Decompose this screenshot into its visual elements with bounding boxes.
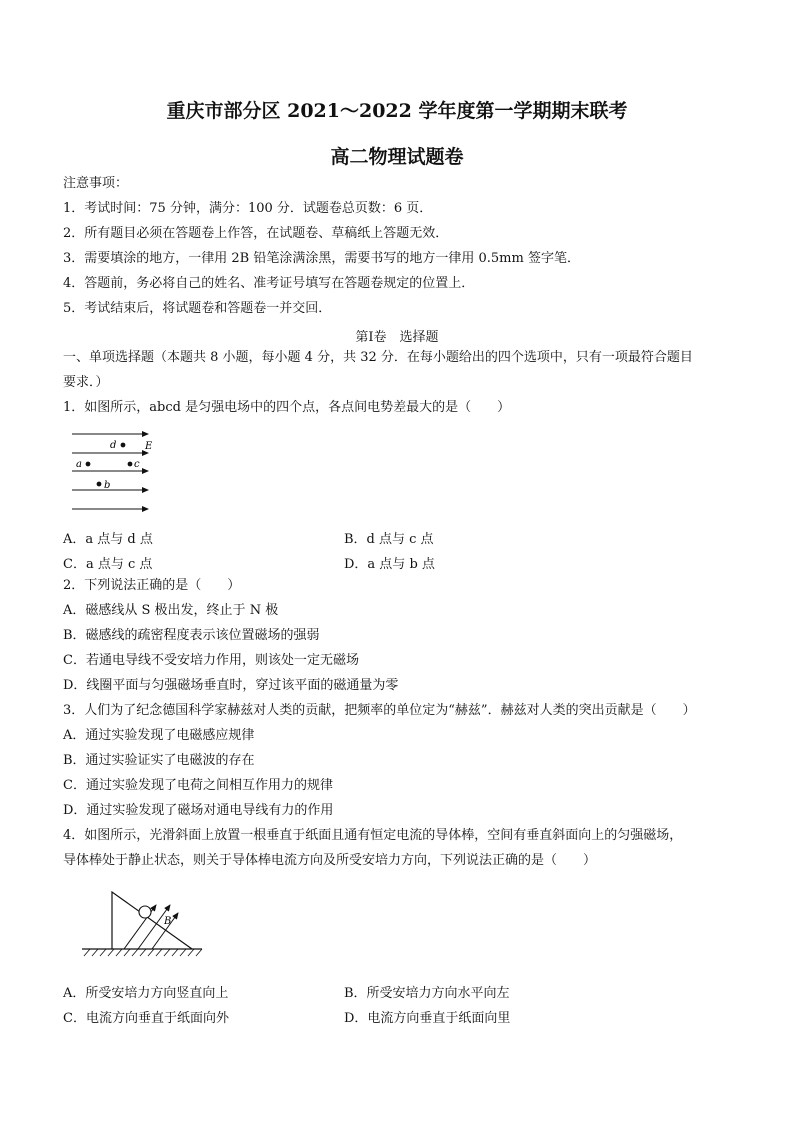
q2-option-b: B．磁感线的疏密程度表示该位置磁场的强弱 [63, 628, 320, 643]
q3-option-b: B．通过实验证实了电磁波的存在 [63, 753, 255, 768]
note-item: 4．答题前，务必将自己的姓名、准考证号填写在答题卷规定的位置上． [63, 276, 475, 291]
q4-option-c: C．电流方向垂直于纸面向外 [63, 1011, 229, 1026]
incline-figure [80, 880, 205, 960]
label-a: a [76, 459, 82, 470]
q2-option-d: D．线圈平面与匀强磁场垂直时，穿过该平面的磁通量为零 [63, 678, 399, 693]
q1-option-d: D．a 点与 b 点 [344, 557, 435, 572]
label-d: d [110, 440, 117, 451]
question-3-stem: 3．人们为了纪念德国科学家赫兹对人类的贡献，把频率的单位定为“赫兹”．赫兹对人类的突出贡献是（ ） [63, 703, 696, 718]
exam-title: 重庆市部分区 2021～2022 学年度第一学期期末联考 [166, 100, 628, 122]
label-c: c [134, 459, 140, 470]
electric-field-figure [68, 426, 163, 518]
q4-option-b: B．所受安培力方向水平向左 [344, 986, 510, 1001]
q2-option-c: C．若通电导线不受安培力作用，则该处一定无磁场 [63, 653, 359, 668]
incline [112, 892, 192, 949]
label-B: B [164, 916, 172, 927]
note-item: 5．考试结束后，将试题卷和答题卷一并交回． [63, 301, 332, 316]
q2-option-a: A．磁感线从 S 极出发，终止于 N 极 [63, 603, 279, 618]
label-E: E [145, 441, 153, 452]
question-4-stem: 4．如图所示，光滑斜面上放置一根垂直于纸面且通有恒定电流的导体棒，空间有垂直斜面向上的匀强磁场， [63, 828, 683, 843]
q3-option-a: A．通过实验发现了电磁感应规律 [63, 728, 255, 743]
q1-option-c: C．a 点与 c 点 [63, 557, 153, 572]
question-1-stem: 1．如图所示，abcd 是匀强电场中的四个点，各点间电势差最大的是（ ） [63, 400, 511, 415]
q4-option-d: D．电流方向垂直于纸面向里 [344, 1011, 511, 1026]
q1-option-a: A．a 点与 d 点 [63, 532, 153, 547]
question-4-stem: 导体棒处于静止状态，则关于导体棒电流方向及所受安培力方向，下列说法正确的是（ ） [63, 853, 597, 868]
conductor-rod [139, 906, 151, 918]
note-item: 2．所有题目必须在答题卷上作答，在试题卷、草稿纸上答题无效． [63, 226, 449, 241]
exam-subtitle: 高二物理试题卷 [330, 146, 464, 168]
section-title: 第Ⅰ卷 选择题 [355, 330, 439, 345]
q1-option-b: B．d 点与 c 点 [344, 532, 434, 547]
note-item: 1．考试时间：75 分钟，满分：100 分．试题卷总页数：6 页． [63, 201, 433, 216]
point-c [128, 462, 133, 467]
q3-option-d: D．通过实验发现了磁场对通电导线有力的作用 [63, 803, 334, 818]
ground-hatching [84, 949, 202, 956]
q3-option-c: C．通过实验发现了电荷之间相互作用力的规律 [63, 778, 333, 793]
q4-option-a: A．所受安培力方向竖直向上 [63, 986, 229, 1001]
notes-heading: 注意事项： [63, 176, 129, 191]
question-2-stem: 2．下列说法正确的是（ ） [63, 578, 241, 593]
point-d [121, 443, 126, 448]
section-intro: 要求．） [63, 375, 109, 390]
note-item: 3．需要填涂的地方，一律用 2B 铅笔涂满涂黑，需要书写的地方一律用 0.5mm 签字笔． [63, 251, 580, 266]
section-intro: 一、单项选择题（本题共 8 小题，每小题 4 分，共 32 分．在每小题给出的四个选项中，只有一项最符合题目 [63, 350, 693, 365]
point-b [97, 482, 102, 487]
point-a [86, 462, 91, 467]
label-b: b [104, 480, 111, 491]
